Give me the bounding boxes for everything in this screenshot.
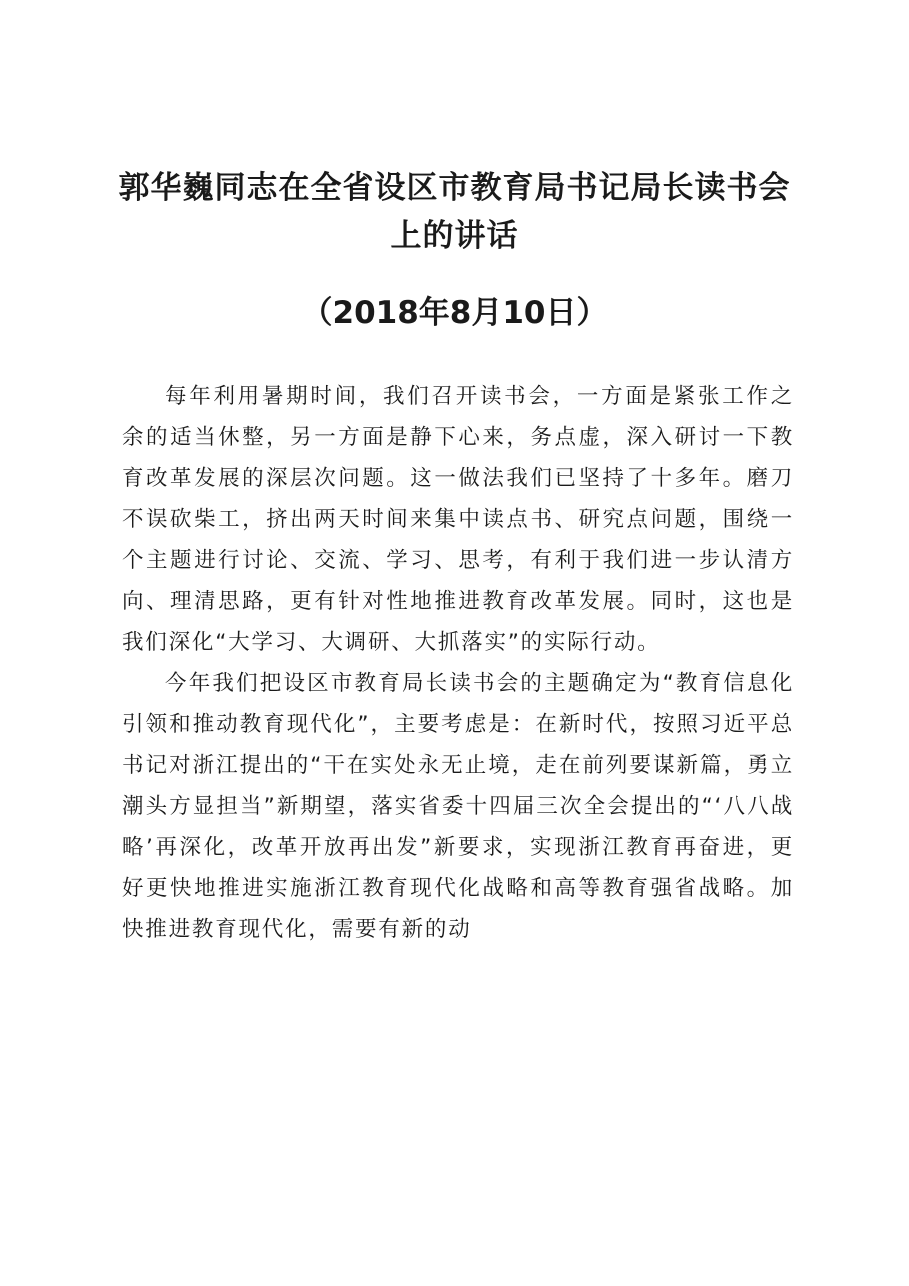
body-paragraph-1: 每年利用暑期时间，我们召开读书会，一方面是紧张工作之余的适当休整，另一方面是静下心来，务点虚，深入研讨一下教育改革发展的深层次问题。这一做法我们已坚持了十多年。磨刀不误砍柴工，挤出两天时间来集中读点书、研究点问题，围绕一个主题进行讨论、交流、学习、思考，有利于我们进一步认清方向、理清思路，更有针对性地推进教育改革发展。同时，这也是我们深化“大学习、大调研、大抓落实”的实际行动。: [122, 384, 794, 655]
speech-date: （2018年8月10日）: [301, 295, 608, 331]
document-title: 郭华巍同志在全省设区市教育局书记局长读书会上的讲话: [118, 170, 791, 254]
document-body: [122, 376, 794, 950]
body-paragraph-2: 今年我们把设区市教育局长读书会的主题确定为“教育信息化引领和推动教育现代化”，主要考虑是：在新时代，按照习近平总书记对浙江提出的“干在实处永无止境，走在前列要谋新篇，勇立潮头方显担当”新期望，落实省委十四届三次全会提出的“‘八八战略’再深化，改革开放再出发”新要求，实现浙江教育再奋进，更好更快地推进实施浙江教育现代化战略和高等教育强省战略。加快推进教育现代化，需要有新的动: [122, 671, 794, 942]
